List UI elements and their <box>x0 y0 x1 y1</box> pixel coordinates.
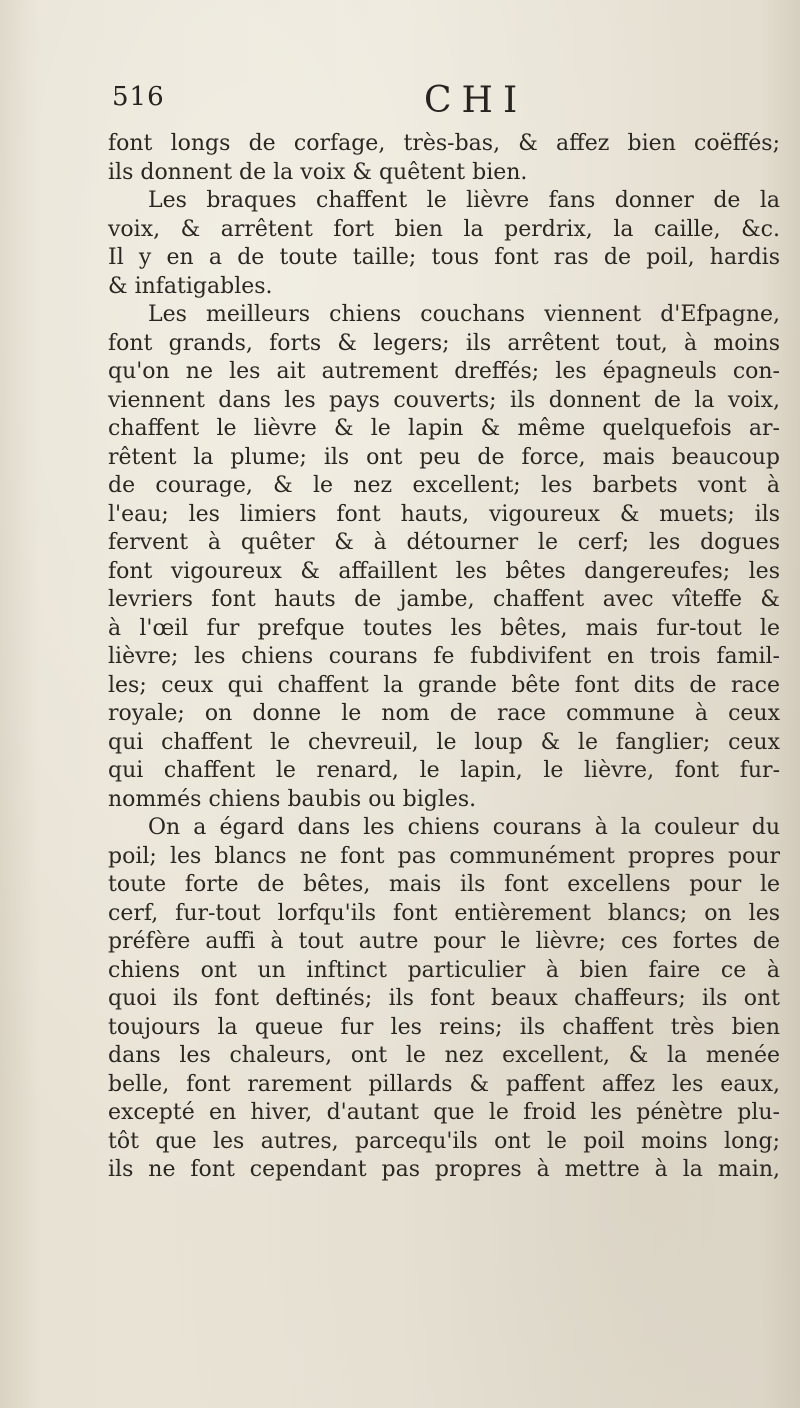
running-head <box>112 80 772 124</box>
text-line: nommés chiens baubis ou bigles. <box>108 786 477 812</box>
paragraph <box>108 130 780 187</box>
text-line: l'eau; les limiers font hauts, vigoureux & muets; ils <box>108 501 780 527</box>
text-line: ils donnent de la voix & quêtent bien. <box>108 159 528 185</box>
text-line: chiens ont un inftinct particulier à bien faire ce à <box>108 957 780 983</box>
text-line: rêtent la plume; ils ont peu de force, mais beaucoup <box>108 444 780 470</box>
page-number: 516 <box>112 82 165 112</box>
text-line: préfère auffi à tout autre pour le lièvre; ces fortes de <box>108 929 780 954</box>
text-line: tôt que les autres, parcequ'ils ont le poil moins long; <box>108 1128 780 1154</box>
text-line: ils ne font cependant pas propres à mettre à la main, <box>108 1157 780 1182</box>
text-line: qui chaffent le chevreuil, le loup & le fanglier; ceux <box>108 729 780 755</box>
paragraph <box>108 301 780 814</box>
text-line: qu'on ne les ait autrement dreffés; les épagneuls con- <box>108 359 780 384</box>
text-line: cerf, fur-tout lorfqu'ils font entièrement blancs; on les <box>108 900 780 926</box>
text-line: font longs de corfage, très-bas, & affez bien coëffés; <box>108 131 780 156</box>
text-line: viennent dans les pays couverts; ils donnent de la voix, <box>108 387 780 413</box>
text-line: poil; les blancs ne font pas communément propres pour <box>108 843 780 869</box>
text-line: quoi ils font deftinés; ils font beaux chaffeurs; ils ont <box>108 986 780 1011</box>
text-line: toute forte de bêtes, mais ils font excellens pour le <box>108 872 780 897</box>
paragraph <box>108 187 780 301</box>
text-line: de courage, & le nez excellent; les barbets vont à <box>108 473 780 498</box>
text-line: qui chaffent le renard, le lapin, le lièvre, font fur- <box>108 758 780 783</box>
running-title: CHI <box>424 80 528 121</box>
text-line: levriers font hauts de jambe, chaffent avec vîteffe & <box>108 587 780 612</box>
text-line: à l'œil fur prefque toutes les bêtes, mais fur-tout le <box>108 615 780 641</box>
text-line: chaffent le lièvre & le lapin & même quelquefois ar- <box>108 416 780 441</box>
text-line: voix, & arrêtent fort bien la perdrix, la caille, &c. <box>108 216 780 242</box>
text-line: Les braques chaffent le lièvre fans donner de la <box>148 188 780 213</box>
text-line: fervent à quêter & à détourner le cerf; les dogues <box>108 530 780 555</box>
text-line: lièvre; les chiens courans fe fubdivifent en trois famil- <box>108 644 780 669</box>
text-line: dans les chaleurs, ont le nez excellent, & la menée <box>108 1043 780 1068</box>
text-line: font vigoureux & affaillent les bêtes dangereufes; les <box>108 558 780 584</box>
text-line: royale; on donne le nom de race commune à ceux <box>108 701 780 726</box>
text-line: Les meilleurs chiens couchans viennent d'Efpagne, <box>148 302 780 327</box>
text-line: Il y en a de toute taille; tous font ras de poil, hardis <box>108 245 780 270</box>
text-line: toujours la queue fur les reins; ils chaffent très bien <box>108 1014 780 1040</box>
text-line: excepté en hiver, d'autant que le froid les pénètre plu- <box>108 1100 780 1125</box>
body-text <box>108 130 780 1185</box>
text-line: belle, font rarement pillards & paffent affez les eaux, <box>108 1071 780 1097</box>
text-line: On a égard dans les chiens courans à la couleur du <box>148 815 780 840</box>
text-line: les; ceux qui chaffent la grande bête font dits de race <box>108 672 780 698</box>
text-line: & infatigables. <box>108 273 273 299</box>
paragraph <box>108 814 780 1185</box>
text-line: font grands, forts & legers; ils arrêtent tout, à moins <box>108 330 780 356</box>
